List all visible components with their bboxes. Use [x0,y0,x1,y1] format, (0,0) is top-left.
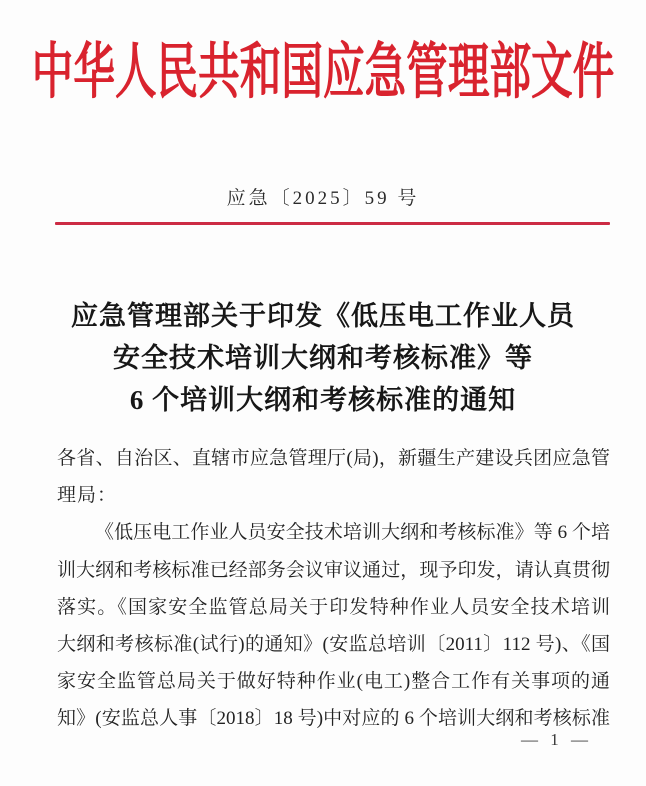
red-divider-line [55,222,610,225]
notice-title-line-2: 安全技术培训大纲和考核标准》等 [113,343,533,373]
notice-title-line-1: 应急管理部关于印发《低压电工作业人员 [71,301,575,331]
body-line: 训大纲和考核标准已经部务会议审议通过，现予印发，请认真贯彻 [57,559,610,581]
body-line-paragraph-start: 《低压电工作业人员安全技术培训大纲和考核标准》等 6 个培 [95,522,610,544]
body-line-salutation-end: 理局： [57,485,118,507]
page-number: — 1 — [521,730,592,749]
notice-title-line-3: 6 个培训大纲和考核标准的通知 [129,385,517,415]
body-line: 家安全监管总局关于做好特种作业(电工)整合工作有关事项的通 [57,671,610,693]
letterhead [0,38,646,106]
letterhead-title: 中华人民共和国应急管理部文件 [31,38,615,106]
body-line: 落实。《国家安全监管总局关于印发特种作业人员安全技术培训 [57,596,610,618]
body-line: 知》(安监总人事〔2018〕18 号)中对应的 6 个培训大纲和考核标准 [57,708,610,730]
document-number: 应急〔2025〕59 号 [226,188,420,209]
body-line: 大纲和考核标准(试行)的通知》(安监总培训〔2011〕112 号)、《国 [57,633,610,655]
notice-title [0,295,646,421]
body-line-salutation: 各省、自治区、直辖市应急管理厅(局)，新疆生产建设兵团应急管 [57,448,610,469]
document-body [57,440,610,738]
